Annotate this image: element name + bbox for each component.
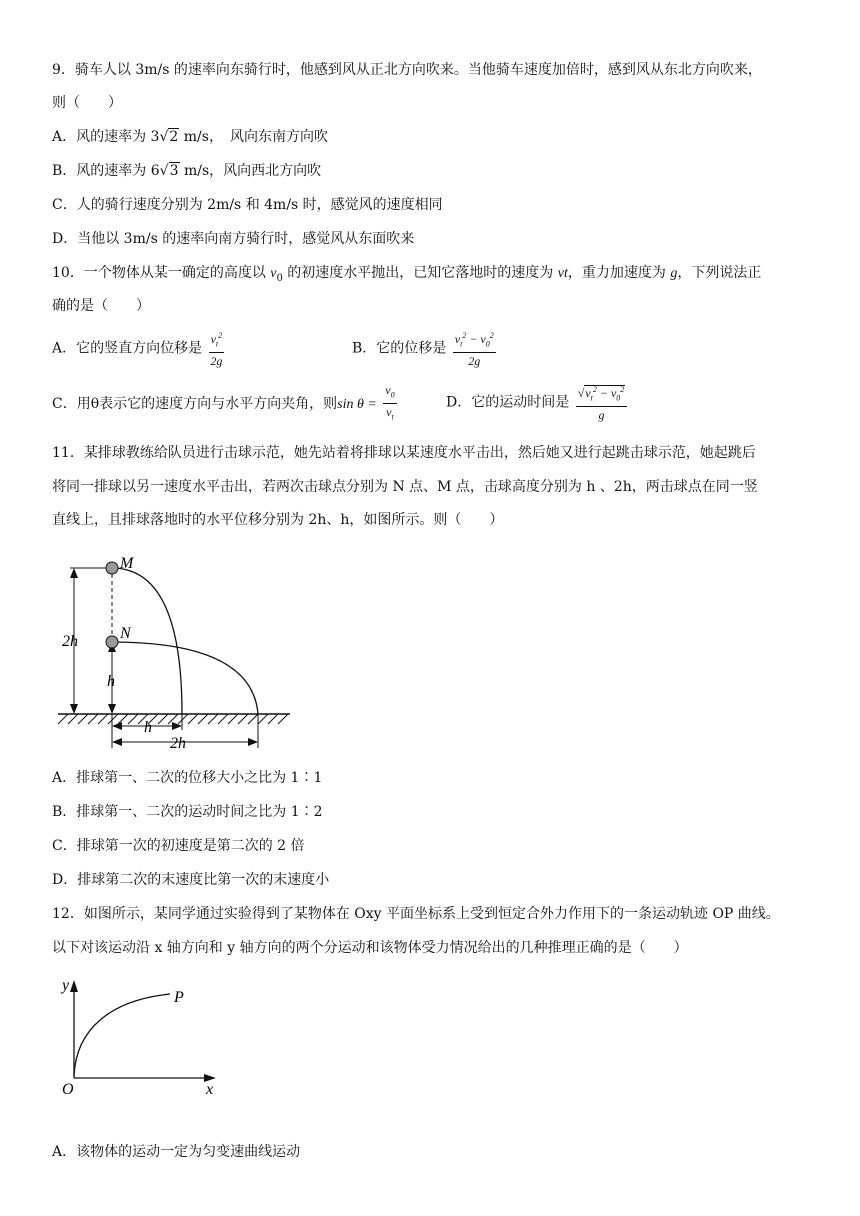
q11-option-d: D．排球第二次的末速度比第一次的末速度小 xyxy=(52,872,330,888)
q10-option-c xyxy=(52,382,399,426)
label-x: x xyxy=(206,1081,214,1098)
q9-stem-line2: 则（ ） xyxy=(52,95,122,111)
label-n: N xyxy=(120,625,131,642)
q9-b-pre: B．风的速率为 6 xyxy=(52,163,160,179)
q9-a-post: m/s， 风向东南方向吹 xyxy=(179,129,328,145)
q11-figure xyxy=(52,550,302,750)
ball-m xyxy=(106,562,118,574)
q10-a-text: A．它的竖直方向位移是 xyxy=(52,340,203,357)
arrow-head xyxy=(70,704,78,714)
label-2h-vertical: 2h xyxy=(62,633,78,650)
q10-stem-part: 10．一个物体从某一确定的高度以 xyxy=(52,265,271,281)
q12-stem-line1: 12．如图所示，某同学通过实验得到了某物体在 Oxy 平面坐标系上受到恒定合外力作用下的一条运动轨迹 OP 曲线。 xyxy=(52,906,780,922)
y-axis-arrow xyxy=(70,980,78,992)
label-h-vertical: h xyxy=(107,673,115,690)
q10-c-formula: $\frac{v_0}{v_t}$ xyxy=(385,383,395,422)
q10-stem-part: ，下列说法正 xyxy=(677,265,762,281)
q11-option-a: A．排球第一、二次的位移大小之比为 1∶1 xyxy=(52,770,323,786)
label-y: y xyxy=(62,977,70,994)
arrow-head xyxy=(108,704,116,714)
q10-vt: vt xyxy=(557,266,568,281)
q10-option-b xyxy=(352,328,498,369)
q9-b-post: m/s，风向西北方向吹 xyxy=(179,163,322,179)
q11-stem-line3: 直线上，且排球落地时的水平位移分别为 2h、h，如图所示。则（ ） xyxy=(52,512,504,528)
arrow-head xyxy=(172,722,182,730)
arrow-head xyxy=(112,738,122,746)
q9-option-c: C．人的骑行速度分别为 2m/s 和 4m/s 时，感觉风的速度相同 xyxy=(52,197,443,213)
arrow-head xyxy=(112,722,122,730)
q11-option-c: C．排球第一次的初速度是第二次的 2 倍 xyxy=(52,838,305,854)
q10-v0: v xyxy=(270,266,277,281)
q10-stem-part: 的初速度水平抛出，已知它落地时的速度为 xyxy=(282,265,558,281)
trajectory-n xyxy=(112,642,258,714)
q10-g: g xyxy=(670,266,678,281)
label-2h-horizontal: 2h xyxy=(170,735,186,750)
label-p: P xyxy=(174,989,184,1006)
arrow-head xyxy=(248,738,258,746)
q12-figure xyxy=(52,968,232,1098)
q9-option-b: B．风的速率为 6√3 m/s，风向西北方向吹 xyxy=(52,163,322,179)
q12-stem-line2: 以下对该运动沿 x 轴方向和 y 轴方向的两个分运动和该物体受力情况给出的几种推理正确的是（ ） xyxy=(52,940,688,956)
label-o: O xyxy=(62,1081,74,1098)
q11-stem-line1: 11．某排球教练给队员进行击球示范，她先站着将排球以某速度水平击出，然后她又进行起跳击球示范，她起跳后 xyxy=(52,445,756,461)
q9-a-radicand: 2 xyxy=(169,129,179,145)
q10-b-text: B．它的位移是 xyxy=(352,340,447,357)
label-h-horizontal: h xyxy=(144,719,152,736)
q12-option-a: A．该物体的运动一定为匀变速曲线运动 xyxy=(52,1144,301,1160)
q11-stem-line2: 将同一排球以另一速度水平击出，若两次击球点分别为 N 点、M 点，击球高度分别为 h 、2h，两击球点在同一竖 xyxy=(52,479,758,495)
q10-c-text: C．用θ表示它的速度方向与水平方向夹角，则 xyxy=(52,395,338,412)
q10-a-formula: $\frac{v_t^2}{2g}$ xyxy=(209,328,225,369)
arrow-head xyxy=(70,568,78,578)
q9-option-a: A．风的速率为 3√2 m/s， 风向东南方向吹 xyxy=(52,129,328,145)
ball-n xyxy=(106,636,118,648)
q9-a-pre: A．风的速率为 3 xyxy=(52,129,160,145)
q9-b-radicand: 3 xyxy=(169,163,179,179)
q10-d-text: D．它的运动时间是 xyxy=(446,394,570,411)
q11-option-b: B．排球第一、二次的运动时间之比为 1∶2 xyxy=(52,804,323,820)
q9-option-d: D．当他以 3m/s 的速率向南方骑行时，感觉风从东面吹来 xyxy=(52,231,415,247)
q10-b-formula: $\frac{v_t^2 - v_0^2}{2g}$ xyxy=(453,328,496,369)
q10-stem-line1: 10．一个物体从某一确定的高度以 $v_0$ 的初速度水平抛出，已知它落地时的速度为 vt，重力加速度为 g，下列说法正 xyxy=(52,265,762,284)
label-m: M xyxy=(120,555,134,572)
q10-c-sin: sin θ = xyxy=(337,396,377,412)
q10-stem-line2: 确的是（ ） xyxy=(52,298,150,314)
q10-option-a xyxy=(52,328,226,369)
trajectory-op xyxy=(74,994,170,1076)
q10-option-d xyxy=(446,382,629,423)
q9-stem-line1: 9．骑车人以 3m/s 的速率向东骑行时，他感到风从正北方向吹来。当他骑车速度加倍时，感到风从东北方向吹来， xyxy=(52,62,762,78)
q10-stem-part: ，重力加速度为 xyxy=(567,265,671,281)
q10-d-formula: $\frac{√v_t^2 - v_0^2}{g}$ xyxy=(576,382,628,423)
